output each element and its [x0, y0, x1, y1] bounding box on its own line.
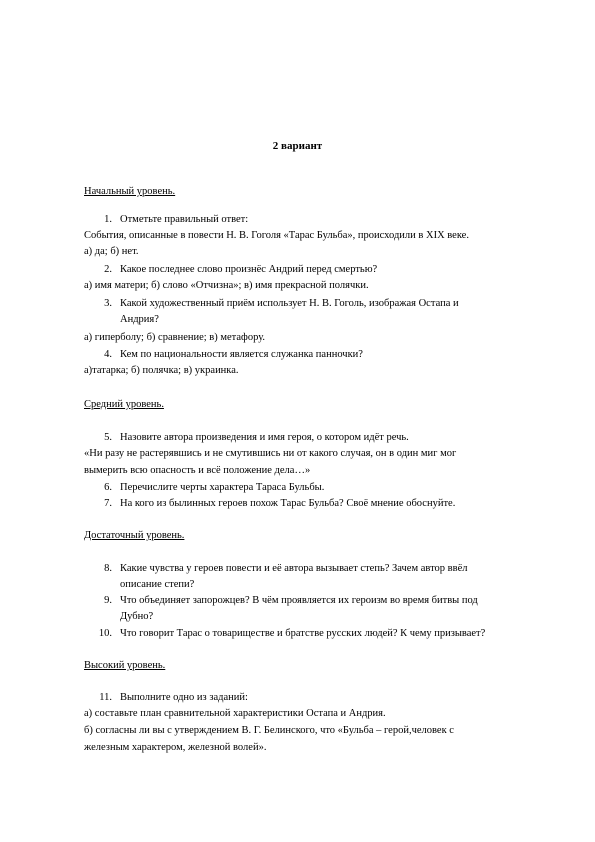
question-number: 7.: [104, 498, 112, 509]
question-number: 1.: [104, 214, 112, 225]
question-number: 10.: [98, 628, 112, 639]
question-5-quote-line-2: вымерить всю опасность и всё положение дела…»: [84, 465, 311, 476]
question-text: Какое последнее слово произнёс Андрий перед смертью?: [120, 264, 378, 275]
question-4-answers: а)татарка; б) полячка; в) украинка.: [84, 365, 239, 376]
question-text: Назовите автора произведения и имя героя, о котором идёт речь.: [120, 432, 409, 443]
question-text-continued: описание степи?: [120, 579, 195, 590]
question-number: 2.: [104, 264, 112, 275]
question-text: Какой художественный приём использует Н. В. Гоголь, изображая Остапа и: [120, 298, 459, 309]
question-number: 9.: [104, 595, 112, 606]
question-text: Что говорит Тарас о товариществе и братстве русских людей? К чему призывает?: [120, 628, 486, 639]
question-text-continued: Дубно?: [120, 611, 154, 622]
level-heading-basic: Начальный уровень.: [84, 186, 176, 197]
question-3-answers: а) гиперболу; б) сравнение; в) метафору.: [84, 332, 266, 343]
question-text: На кого из былинных героев похож Тарас Бульба? Своё мнение обоснуйте.: [120, 498, 456, 509]
question-text: Кем по национальности является служанка панночки?: [120, 349, 363, 360]
question-number: 6.: [104, 482, 112, 493]
question-number: 3.: [104, 298, 112, 309]
question-11-option-a: а) составьте план сравнительной характеристики Остапа и Андрия.: [84, 708, 386, 719]
question-text: Что объединяет запорожцев? В чём проявляется их героизм во время битвы под: [120, 595, 478, 606]
level-heading-sufficient: Достаточный уровень.: [84, 530, 185, 541]
level-heading-middle: Средний уровень.: [84, 399, 164, 410]
question-text: Какие чувства у героев повести и её автора вызывает степь? Зачем автор ввёл: [120, 563, 468, 574]
question-number: 4.: [104, 349, 112, 360]
question-number: 8.: [104, 563, 112, 574]
question-text: Перечислите черты характера Тараса Бульбы.: [120, 482, 325, 493]
variant-title: 2 вариант: [272, 140, 323, 152]
question-1-statement: События, описанные в повести Н. В. Гоголя «Тарас Бульба», происходили в XIX веке.: [84, 230, 469, 241]
question-number: 5.: [104, 432, 112, 443]
question-text: Выполните одно из заданий:: [120, 692, 248, 703]
question-11-option-b-line-2: железным характером, железной волей».: [84, 742, 267, 753]
question-text-continued: Андрия?: [120, 314, 159, 325]
question-2-answers: а) имя матери; б) слово «Отчизна»; в) имя прекрасной полячки.: [84, 280, 369, 291]
question-text: Отметьте правильный ответ:: [120, 214, 249, 225]
level-heading-high: Высокий уровень.: [84, 660, 166, 671]
question-5-quote-line-1: «Ни разу не растерявшись и не смутившись ни от какого случая, он в один миг мог: [84, 448, 457, 459]
question-11-option-b-line-1: б) согласны ли вы с утверждением В. Г. Белинского, что «Бульба – герой,человек с: [84, 725, 454, 736]
question-number: 11.: [99, 692, 112, 703]
question-1-answers: а) да; б) нет.: [84, 246, 139, 257]
